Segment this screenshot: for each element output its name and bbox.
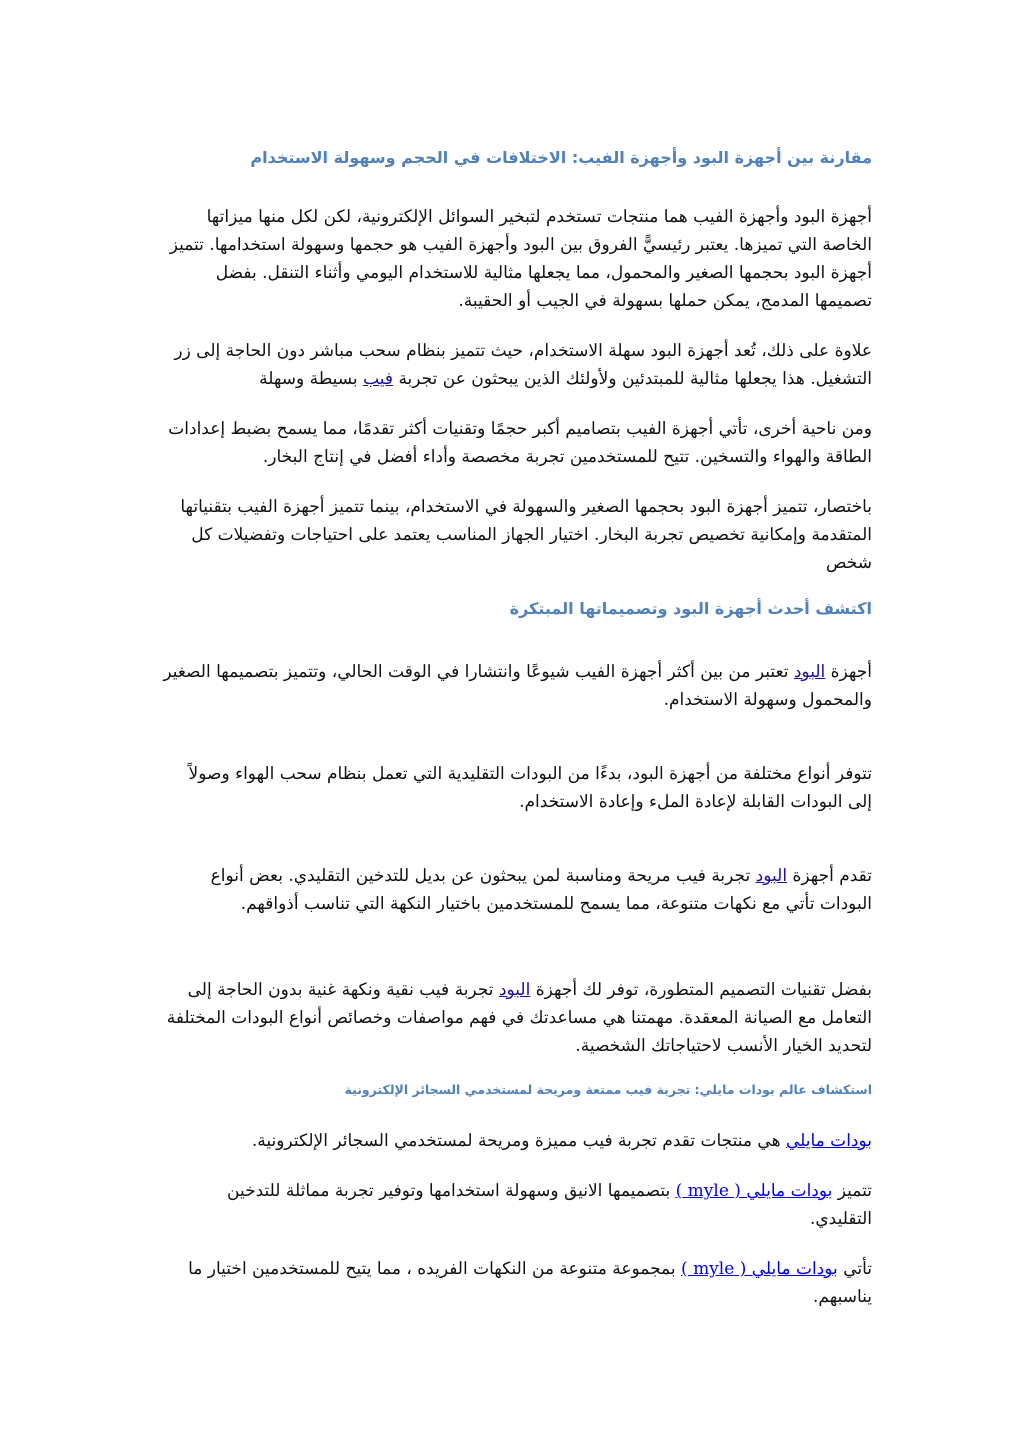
link-pod[interactable]: البود (793, 662, 826, 682)
link-pod[interactable]: البود (498, 980, 531, 1000)
text: تجربة فيب مريحة ومناسبة لمن يبحثون عن بديل للتدخين التقليدي. بعض أنواع البودات تأتي مع نكهات متنوعة، مما يسمح للمستخدمين باختيار النكهة التي تناسب أذواقهم. (210, 866, 872, 914)
heading-discover-pods: اكتشف أحدث أجهزة البود وتصميماتها المبتكرة (509, 599, 872, 618)
paragraph-pod-types: تتوفر أنواع مختلفة من أجهزة البود، بدءًا من البودات التقليدية التي تعمل بنظام سحب الهواء وصولاً إلى البودات القابلة لإعادة الملء وإعادة الاستخدام. (188, 764, 872, 812)
text: بسيطة وسهلة (259, 369, 358, 389)
link-myle-pods[interactable]: بودات مايلي ( myle ) (681, 1259, 838, 1279)
link-myle-pods[interactable]: بودات مايلي (785, 1131, 872, 1151)
text: بمجموعة متنوعة من النكهات الفريده ، مما يتيح للمستخدمين اختيار ما يناسبهم. (188, 1259, 872, 1307)
text: تتميز (837, 1181, 872, 1201)
link-pod[interactable]: البود (755, 866, 788, 886)
text: علاوة على ذلك، تُعد أجهزة البود سهلة الاستخدام، حيث تتميز بنظام سحب مباشر دون الحاجة إلى زر التشغيل. هذا يجعلها مثالية للمبتدئين ولأولئك الذين يبحثون عن تجربة (174, 341, 872, 389)
document-content (160, 140, 872, 1333)
text: هي منتجات تقدم تجربة فيب مميزة ومريحة لمستخدمي السجائر الإلكترونية. (251, 1131, 781, 1151)
heading-comparison: مقارنة بين أجهزة البود وأجهزة الفيب: الاختلافات في الحجم وسهولة الاستخدام (250, 148, 872, 167)
paragraph-summary: باختصار، تتميز أجهزة البود بحجمها الصغير والسهولة في الاستخدام، بينما تتميز أجهزة الفيب بتقنياتها المتقدمة وإمكانية تخصيص تجربة البخار. اختيار الجهاز المناسب يعتمد على احتياجات وتفضيلات كل شخص (180, 497, 872, 573)
paragraph-pod-technology (160, 976, 872, 1060)
paragraph-pods-popular (160, 658, 872, 714)
text: بفضل تقنيات التصميم المتطورة، توفر لك أجهزة (535, 980, 872, 1000)
text: تأتي (843, 1259, 872, 1279)
paragraph-myle-flavors (160, 1255, 872, 1311)
paragraph-myle-design (160, 1177, 872, 1233)
heading-myle-pods: استكشاف عالم بودات مايلي: تجربة فيب ممتعة ومريحة لمستخدمي السجائر الإلكترونية (344, 1082, 872, 1097)
text: تقدم أجهزة (792, 866, 872, 886)
link-myle-pods[interactable]: بودات مايلي ( myle ) (675, 1181, 833, 1201)
paragraph-vape-devices: ومن ناحية أخرى، تأتي أجهزة الفيب بتصاميم أكبر حجمًا وتقنيات أكثر تقدمًا، مما يسمح بضبط إعدادات الطاقة والهواء والتسخين. تتيح للمستخدمين تجربة مخصصة وأداء أفضل في إنتاج البخار. (168, 419, 872, 467)
text: بتصميمها الانيق وسهولة استخدامها وتوفير تجربة مماثلة للتدخين التقليدي. (227, 1181, 872, 1229)
paragraph-intro: أجهزة البود وأجهزة الفيب هما منتجات تستخدم لتبخير السوائل الإلكترونية، لكن لكل منها ميزاتها الخاصة التي تميزها. يعتبر رئيسيًّ الفروق بين البود وأجهزة الفيب هو حجمها وسهولة استخدامها. تتميز أجهزة البود بحجمها الصغير والمحمول، مما يجعلها مثالية للاستخدام اليومي وأثناء التنقل. بفضل تصميمها المدمج، يمكن حملها بسهولة في الجيب أو الحقيبة. (169, 207, 872, 311)
text: تعتبر من بين أكثر أجهزة الفيب شيوعًا وانتشارا في الوقت الحالي، وتتميز بتصميمها الصغير والمحمول وسهولة الاستخدام. (163, 662, 872, 710)
paragraph-ease-of-use (160, 337, 872, 393)
text: أجهزة (830, 662, 872, 682)
link-vape[interactable]: فيب (363, 369, 394, 389)
text: تجربة فيب نقية ونكهة غنية بدون الحاجة إلى التعامل مع الصيانة المعقدة. مهمتنا هي مساعدتك في فهم مواصفات وخصائص أنواع البودات المختلفة لتحديد الخيار الأنسب لاحتياجاتك الشخصية. (166, 980, 872, 1056)
paragraph-myle-intro (160, 1127, 872, 1155)
paragraph-pod-experience (160, 862, 872, 918)
